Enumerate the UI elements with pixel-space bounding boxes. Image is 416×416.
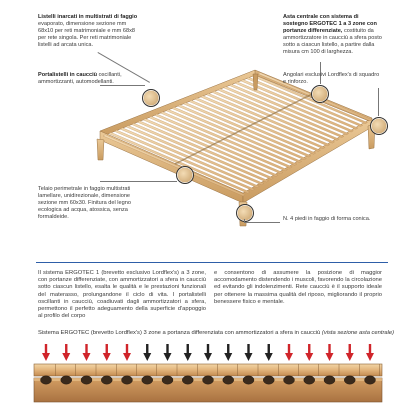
pressure-arrow-shaft [328,344,330,354]
pressure-arrow-shaft [369,344,371,354]
portalistelli-body: oscillanti, ammortizzanti, automodellanti. [38,72,122,85]
rubber-ball-absorber [243,376,254,384]
slat-description [38,14,142,49]
callout-corner-detail [370,117,388,135]
callout-frame-detail [176,166,194,184]
description-right [214,270,382,306]
rubber-ball-absorber [344,376,355,384]
rubber-ball-absorber [284,376,295,384]
pressure-arrow-head [62,353,70,361]
rubber-ball-absorber [101,376,112,384]
center-rail-intro: Asta centrale con sistema di sostegno ERGOTEC 1 a 3 zone con portanze differenziate, [283,14,377,34]
pressure-arrow-head [224,353,232,361]
ergotec-section-diagram [32,340,384,414]
pressure-arrow-head [103,353,111,361]
pressure-arrow-shaft [126,344,128,354]
leader-line [378,88,379,116]
angolari-description [283,72,383,86]
center-rail-description [283,14,383,56]
center-rail-body: costituito da ammortizzatore in caucciù a sfera posto sotto a ciascun listello, a partire dalla misura cm 100 di larghezza. [283,28,382,55]
angolari-text: Angolari esclusivi Lordflex's di squadro e rinforzo. [283,72,380,85]
pressure-arrow-shaft [85,344,87,354]
pressure-arrow-shaft [45,344,47,354]
section-slat-surface [34,364,382,376]
rubber-ball-absorber [61,376,72,384]
bed-slat [132,123,269,182]
pressure-arrow-shaft [207,344,209,354]
pressure-arrow-head [143,353,151,361]
rubber-ball-absorber [223,376,234,384]
pressure-arrow-shaft [106,344,108,354]
pressure-arrow-head [123,353,131,361]
pressure-arrow-shaft [227,344,229,354]
callout-center-rail-detail [311,85,329,103]
rubber-ball-absorber [122,376,133,384]
pressure-arrow-head [42,353,50,361]
piedi-text: N. 4 piedi in faggio di forma conica. [283,216,371,222]
piedi-description [283,216,393,223]
callout-leg-detail [236,204,254,222]
leader-line [100,181,177,182]
leg-left [97,139,104,160]
rubber-ball-absorber [203,376,214,384]
pressure-arrow-head [366,353,374,361]
pressure-arrow-shaft [187,344,189,354]
rubber-ball-absorber [41,376,52,384]
pressure-arrow-head [184,353,192,361]
pressure-arrow-shaft [349,344,351,354]
caption-main: Sistema ERGOTEC (brevetto Lordflex's) 3 zone a portanza differenziata con ammortizzatori a sfera in caucciù [38,330,321,336]
rubber-ball-absorber [162,376,173,384]
pressure-arrow-head [83,353,91,361]
pressure-arrow-shaft [308,344,310,354]
pressure-arrow-head [164,353,172,361]
pressure-arrow-shaft [247,344,249,354]
ergotec-caption [38,330,394,336]
rubber-ball-absorber [263,376,274,384]
callout-slat-detail [142,89,160,107]
telaio-text: Telaio perimetrale in faggio multistrati lamellare, unidirezionale, dimensione sezione mm 60x30. Finitura del legno ecologica ad acqua, atossica, senza formaldeide. [38,186,131,220]
description-left [38,270,206,320]
leader-line [244,222,280,223]
rubber-ball-absorber [324,376,335,384]
slat-heading: Listelli inarcati in multistrati di faggio [38,14,138,20]
pressure-arrow-head [245,353,253,361]
pressure-arrow-head [305,353,313,361]
rubber-ball-absorber [182,376,193,384]
description-left-text: Il sistema ERGOTEC 1 (brevetto esclusivo Lordflex's) a 3 zone, con portanze differenziate, con ammortizzatori a sfera in caucciù sotto ciascun listello, esalta le qualità e le prestazioni funzionali del materasso, prolungandone il ciclo di vita. I portalistelli oscillanti in caucciù, coadiuvati dagli ammortizzatori a sfera, permettono il perfetto adeguamento della superficie d'appoggio al profilo del corpo [38,270,206,320]
portalistelli-description [38,72,142,86]
pressure-arrow-head [326,353,334,361]
section-divider [36,262,388,263]
pressure-arrow-shaft [288,344,290,354]
description-right-text: e consentono di assumere la posizione di maggior accomodamento distendendo i muscoli, favorendo la circolazione ed evitando gli indolenzimenti. Rete caucciù è il supporto ideale per ottenere la massima qualità del riposo, migliorando il proprio benessere fisico e mentale. [214,270,382,305]
rubber-ball-absorber [142,376,153,384]
rubber-ball-absorber [304,376,315,384]
pressure-arrow-head [204,353,212,361]
slat-body: evaporato, dimensione sezione mm 68x10 per reti matrimoniale e mm 68x8 per rete singola. Per reti matrimoniale listelli ad arcata unica. [38,21,136,48]
rubber-ball-absorber [81,376,92,384]
pressure-arrow-head [265,353,273,361]
leg-back [253,74,258,90]
telaio-description [38,186,142,221]
pressure-arrow-shaft [146,344,148,354]
pressure-arrow-shaft [65,344,67,354]
rubber-ball-absorber [365,376,376,384]
pressure-arrow-head [346,353,354,361]
pressure-arrow-head [285,353,293,361]
portalistelli-heading: Portalistelli in caucciù [38,72,98,78]
caption-italic: (vista sezione asta centrale) [321,330,395,336]
pressure-arrow-shaft [166,344,168,354]
pressure-arrow-shaft [268,344,270,354]
